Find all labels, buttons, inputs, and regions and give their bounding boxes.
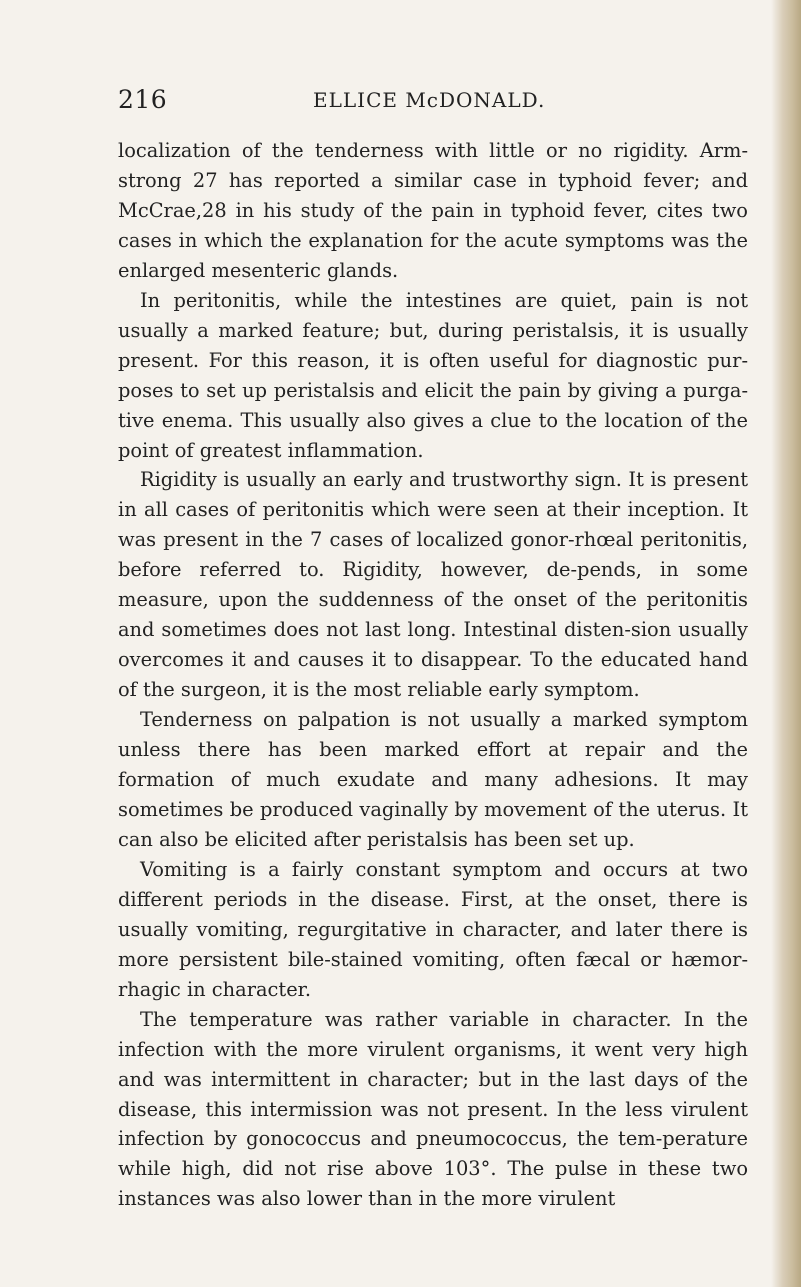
page-edge-shadow [771,0,801,1287]
running-head: ELLICE McDONALD. [313,88,546,112]
page-number: 216 [118,85,168,114]
paragraph-localization: localization of the tenderness with little or no rigidity. Arm-strong 27 has reported a similar case in typhoid fever; and McCrae,28 in his study of the pain in typhoid fever, cites two cases in which the explanation for the acute symptoms was the enlarged mesenteric glands. [118,139,748,282]
paragraph-vomiting: Vomiting is a fairly constant symptom and occurs at two different periods in the disease. First, at the onset, there is usually vomiting, regurgitative in character, and later there is more persistent bile-stained vomiting, often fæcal or hæmor-rhagic in character. [118,857,748,1001]
paragraph-tenderness: Tenderness on palpation is not usually a marked symptom unless there has been marked effort at repair and the formation of much exudate and many adhesions. It may sometimes be produced vaginally by movement of the uterus. It can also be elicited after peristalsis has been set up. [118,708,748,851]
page-header [118,85,721,119]
body-text [118,136,748,1214]
paragraph-temperature: The temperature was rather variable in character. In the infection with the more virulent organisms, it went very high and was intermittent in character; but in the last days of the disease, this intermission was not present. In the less virulent infection by gonococcus and pneumococcus, the tem-perature while high, did not rise above 103°. The pulse in these two instances was also lower than in the more virulent [118,1007,748,1211]
paragraph-rigidity: Rigidity is usually an early and trustworthy sign. It is present in all cases of peritonitis which were seen at their inception. It was present in the 7 cases of localized gonor-rhœal peritonitis, before referred to. Rigidity, however, de-pends, in some measure, upon the suddenness of the onset of the peritonitis and sometimes does not last long. Intestinal disten-sion usually overcomes it and causes it to disappear. To the educated hand of the surgeon, it is the most reliable early symptom. [118,468,748,702]
paragraph-peritonitis-pain: In peritonitis, while the intestines are quiet, pain is not usually a marked feature; but, during peristalsis, it is usually present. For this reason, it is often useful for diagnostic pur-poses to set up peristalsis and elicit the pain by giving a purga-tive enema. This usually also gives a clue to the location of the point of greatest inflammation. [118,288,748,462]
